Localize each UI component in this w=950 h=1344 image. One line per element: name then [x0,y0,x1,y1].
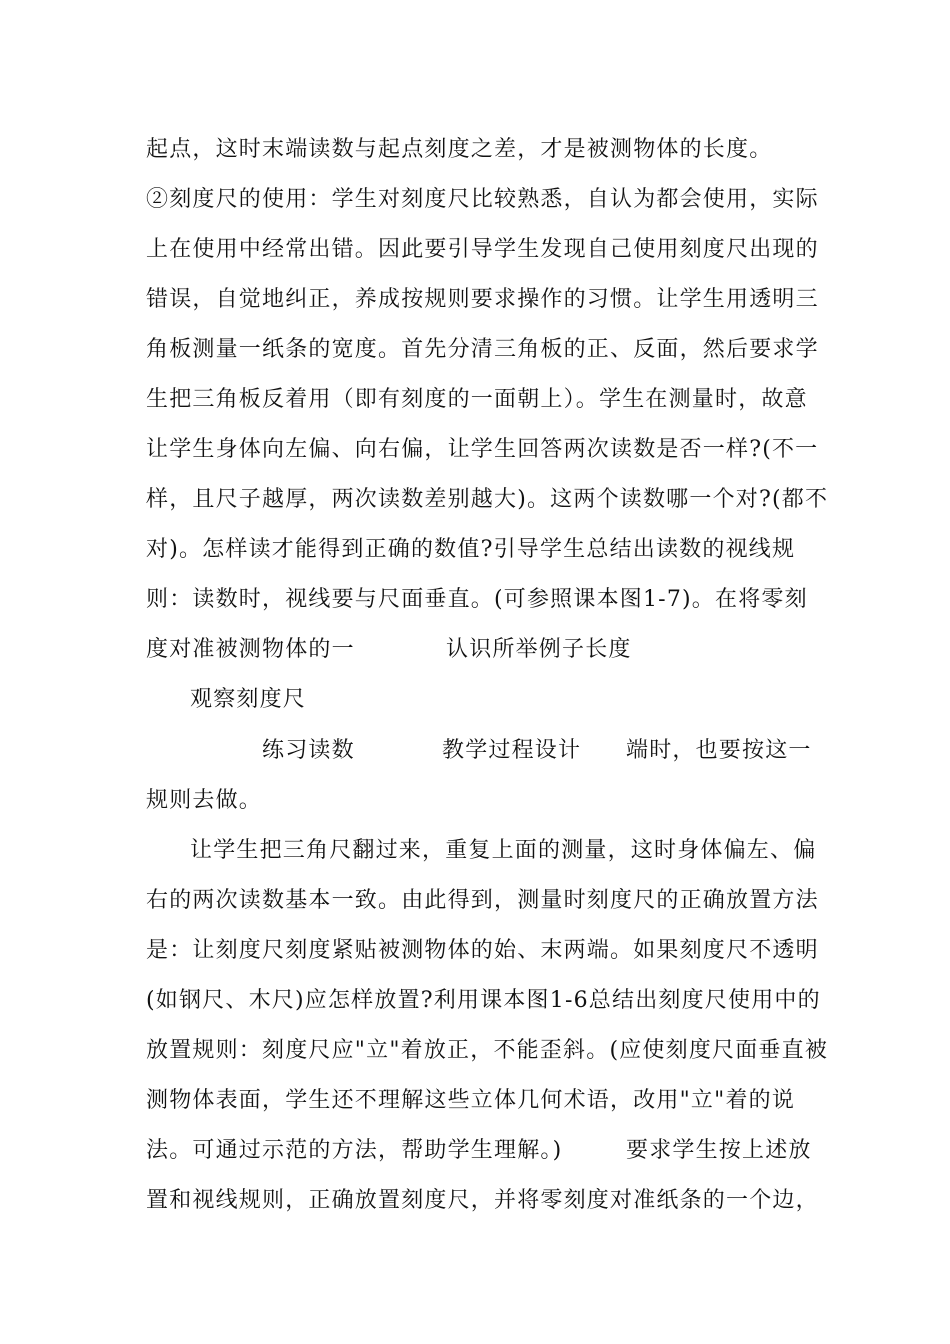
text-line: (如钢尺、木尺)应怎样放置?利用课本图1-6总结出刻度尺使用中的 [146,988,821,1013]
text-line: 起点，这时末端读数与起点刻度之差，才是被测物体的长度。 [146,137,773,162]
text-line: ②刻度尺的使用：学生对刻度尺比较熟悉，自认为都会使用，实际 [146,187,819,212]
text-segment: 法。可通过示范的方法，帮助学生理解。) [146,1138,563,1163]
text-segment: 端时，也要按这一 [626,738,812,763]
text-line: 让学生身体向左偏、向右偏，让学生回答两次读数是否一样?(不一 [146,437,819,462]
text-line: 生把三角板反着用（即有刻度的一面朝上）。学生在测量时，故意 [146,387,808,412]
text-line: 对)。怎样读才能得到正确的数值?引导学生总结出读数的视线规 [146,537,796,562]
text-line: 则：读数时，视线要与尺面垂直。(可参照课本图1-7)。在将零刻 [146,587,808,612]
text-line: 角板测量一纸条的宽度。首先分清三角板的正、反面，然后要求学 [146,337,819,362]
text-line: 是：让刻度尺刻度紧贴被测物体的始、末两端。如果刻度尺不透明 [146,938,819,963]
text-line: 测物体表面，学生还不理解这些立体几何术语，改用"立"着的说 [146,1088,796,1113]
text-segment: 认识所举例子长度 [446,637,632,662]
text-segment: 要求学生按上述放 [626,1138,812,1163]
text-line: 放置规则：刻度尺应"立"着放正，不能歪斜。(应使刻度尺面垂直被 [146,1038,829,1063]
text-segment: 度对准被测物体的一 [146,637,355,662]
text-segment: 教学过程设计 [442,738,582,763]
text-line: 错误，自觉地纠正，养成按规则要求操作的习惯。让学生用透明三 [146,287,819,312]
text-line: 右的两次读数基本一致。由此得到，测量时刻度尺的正确放置方法 [146,888,819,913]
text-line: 置和视线规则，正确放置刻度尺，并将零刻度对准纸条的一个边， [146,1188,819,1213]
text-segment: 练习读数 [262,738,355,763]
text-line: 样，且尺子越厚，两次读数差别越大)。这两个读数哪一个对?(都不 [146,487,829,512]
text-line: 上在使用中经常出错。因此要引导学生发现自己使用刻度尺出现的 [146,237,819,262]
paragraph-first-line: 让学生把三角尺翻过来，重复上面的测量，这时身体偏左、偏 [190,838,817,863]
text-line: 观察刻度尺 [190,687,307,712]
text-line: 规则去做。 [146,788,263,813]
